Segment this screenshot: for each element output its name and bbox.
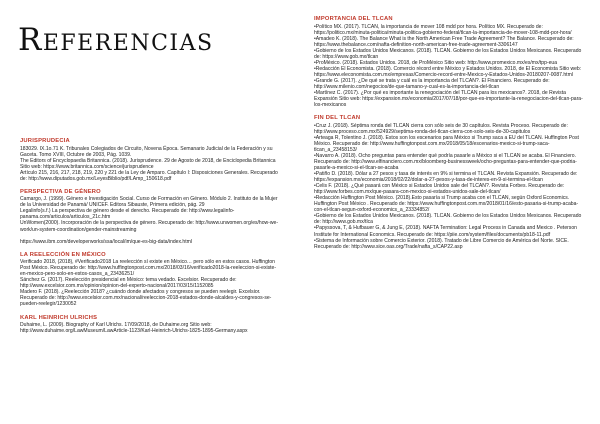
section-heading: KARL HEINRICH ULRICHS <box>20 314 98 321</box>
reference-section-reelection <box>20 252 282 308</box>
reference-section-gender-perspective <box>20 189 282 245</box>
section-heading: FIN DEL TLCAN <box>314 115 361 122</box>
reference-list: Verificado 2018, (2018), #Verificado2018 La reelección sí existe en México… pero sólo en estos casos. Huffington Post México. Recuperado de: http://www.huffingtonpost.com.mx/2018/03/16/verificado2018-la-reeleccion-si-existe-en-mexico-pero-solo-en-estos-casos_a_23436251/ Sánchez G. (2017). Reelección presidencial en México: tema vedado. Excelsior. Recuperado de: http://www.excelsior.com.mx/opinion/opinion-del-experto-nacional/2017/03/15/1152085 Madero F. (2018). ¿Reelección 2018? ¿cuándo donde afectados y congresos se pueden reelegir. Excelsior. Recuperado de: http://www.excelsior.com.mx/nacional/reeleccion-2018-estados-donde-alcaldes-y-congresos-se-pueden-reelegir/1230052 <box>20 259 277 308</box>
reference-list: Camargo, J. (1999). Género e Investigación Social. Curso de Formación en Género. Módulo 2. Instituto de la Mujer de la Universidad de Panamá/ UNICEF. Editora Sibauste, Primera edición, pág. 29 Legalinfo(s.f.) La perspectiva de género desde el derecho. Recuperado de: http://www.legalinfo-panama.com/articulos/articulos_21c.htm UnWomen(2000). Incorporación de la perspectiva de género. Recuperado de: http://www.unwomen.org/es/how-we-work/un-system-coordination/gender-mainstreaming https://www.ibm.com/developerworks/ssa/local/im/que-es-big-data/index.html <box>20 196 278 245</box>
left-column <box>20 138 282 341</box>
page-title: Referencias <box>18 22 214 58</box>
reference-section-ulrichs <box>20 315 282 335</box>
reference-list: Duhaime, L. (2009). Biography of Karl Ulrichs. 17/09/2018, de Duhaime.org Sitio web: http://www.duhaime.org/LawMuseum/LawArticle-1123/Karl-Heinrich-Ulrichs-1825-1895-Germany.aspx <box>20 322 248 335</box>
section-heading: IMPORTANCIA DEL TLCAN <box>314 16 393 22</box>
section-heading: JURISPRUDECIA <box>20 138 70 144</box>
reference-section-jurisprudence <box>20 138 282 182</box>
reference-list: •Cruz J. (2018). Séptima ronda del TLCAN cierra con sólo seis de 30 capítulos. Revista Proceso. Recuperado de: http://www.proceso.com.mx/524929/septima-ronda-del-tlcan-cierra-con-solo-seis-de-30-capitulos •Arteaga R, Tolentino J. (2018). Estos son los escenarios para México si Trump saca a EU del TLCAN. Huffington Post México. Recuperado de: http://www.huffingtonpost.com.mx/2018/05/18/escenarios-mexico-si-trump-saca-tlcan_a_23458153/ •Navarro A. (2018). Ocho preguntas para entender qué podría pasarle a México si el TLCAN se acaba. El Financiero. Recuperado de: http://www.elfinanciero.com.mx/bloomberg-businessweek/ocho-preguntas-para-entender-que-podria-pasarle-a-mexico-si-el-tlcan-se-acaba •Patiño D. (2018). Dólar a 27 pesos y tasa de interés en 9% si termina el TLCAN. Revista Expansión. Recuperado de: https://expansion.mx/economia/2018/02/22/dolar-a-27-pesos-y-tasa-de-interes-en-9-si-termina-el-tlcan •Celis F. (2018). ¿Qué pasará con México si Estados Unidos sale del TLCAN?. Revista Forbes. Recuperado de: http://www.forbes.com.mx/que-pasara-con-mexico-si-estados-unidos-sale-del-tlcan/ •Redacción Huffington Post México. (2018).Esto pasaría si Trump acaba con el TLCAN, según Oxford Economics. Huffington Post México . Recuperado de: https://www.huffingtonpost.com.mx/2018/01/16/esto-pasaria-si-trump-acaba-con-el-tlcan-segun-oxford-economics_a_23334852/ •Gobierno de los Estados Unidos Mexicanos. (2018). TLCAN. Gobierno de los Estados Unidos Mexicanos. Recuperado de: http://www.gob.mx/tlca •Papyssova, T, & Hufbauer G, & Jung E, (2018). NAFTA Termination: Legal Process in Canada and Mexico . Peterson Institute for International Economics. Recuperado de: https://piie.com/system/files/documents/pb18-11.pdf •Sistema de Información sobre Comercio Exterior. (2018). Tratado de Libre Comercio de América del Norte. SICE. Recuperado de: http://www.sice.oas.org/Trade/nafta_s/CAP22.asp <box>314 122 582 250</box>
reference-list: •Político MX. (2017). TLCAN, la importancia de mover 108 mdd por hora. Político MX. Recuperado de: https://politico.mx/minuta-politica/minuta-politica-gobierno-federal/tlcan-la-importancia-de-mover-108-mdd-por-hora/ •Amadeo K. (2018). The Balance What is the North American Free Trade Agreement? The Balance. Recuperado de: https://www.thebalance.com/nafta-definition-north-american-free-trade-agreement-3306147 •Gobierno de los Estados Unidos Mexicanos. (2018). TLCAN. Gobierno de los Estados Unidos Mexicanos. Recuperado de: https://www.gob.mx/tlcan •ProMéxico. (2018). Estados Unidos. 2018, de ProMéxico Sitio web: http://www.promexico.mx/es/mx/tpp-eua •Redacción El Economista. (2018). Comercio récord entre México y Estados Unidos. 2018, de El Economista Sitio web: https://www.eleconomista.com.mx/empresas/Comercio-record-entre-Mexico-y-Estados-Unidos-20180207-0087.html •Grande G. (2017). ¿De qué se trata y cuál es la importancia del TLCAN?. El Financiero. Recuperado de: http://www.milenio.com/negocios/de-que-tamano-y-cual-es-la-importancia-del-tlcan •Martínez C. (2017). ¿Por qué es importante la renegociación del TLCAN para los mexicanos?. 2018, de Revista Expansión Sitio web: https://expansion.mx/economia/2017/07/18/por-que-es-importante-la-renegociacion-del-tlcan-para-los-mexicanos <box>314 23 583 109</box>
reference-list: 183029. IX.1o.71 K. Tribunales Colegiados de Circuito, Novena Época. Semanario Judicial de la Federación y su Gaceta. Tomo XVIII, Octubre de 2003, Pág. 1039. The Editors of Encyclopaedia Britannica. (2018). Jurisprudence. 29 de Agosto de 2018, de Enciclopedia Britannica Sitio web: https://www.britannica.com/science/jurisprudence Artículo 215, 216, 217, 218, 219, 220 y 221 de la Ley de Amparo. Capítulo I: Disposiciones Generales. Recuperado de: http://www.diputados.gob.mx/LeyesBiblio/pdf/LAmp_150618.pdf <box>20 145 278 182</box>
right-column <box>314 16 586 257</box>
section-heading: PERSPECTIVA DE GÉNERO <box>20 188 101 195</box>
section-heading: LA REELECCIÓN EN MÉXICO <box>20 251 106 258</box>
reference-section-tlcan-end <box>314 115 586 249</box>
reference-section-tlcan-importance <box>314 16 586 108</box>
